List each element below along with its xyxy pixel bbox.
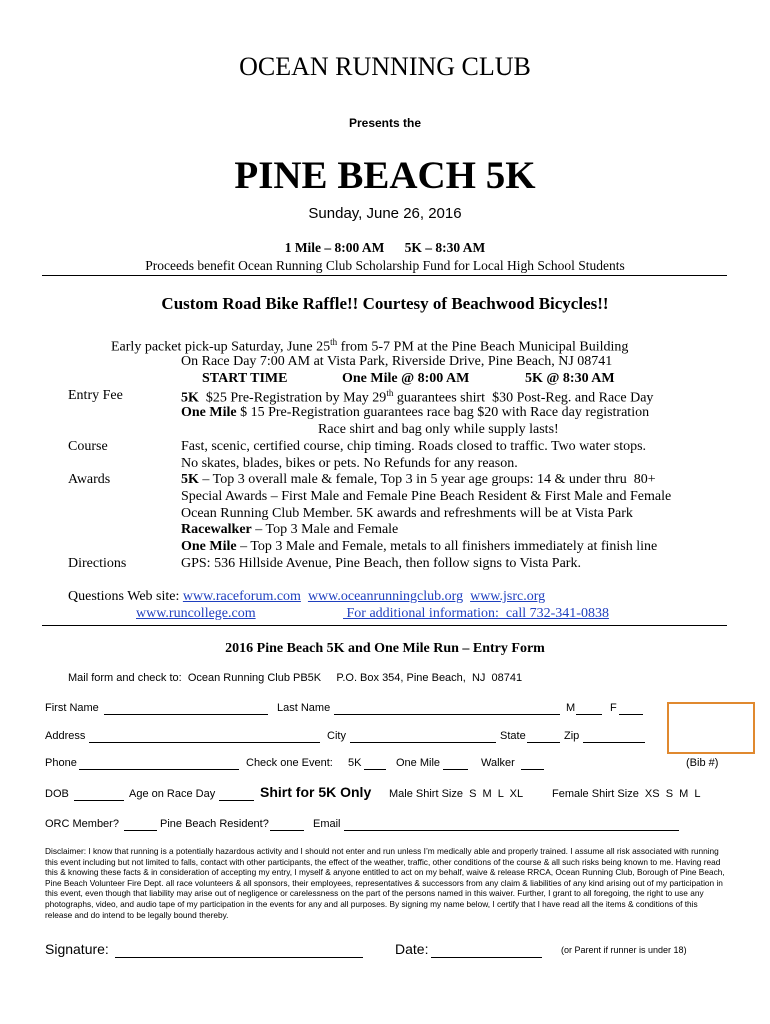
dob-label: DOB <box>45 788 69 800</box>
dob-field[interactable] <box>74 800 124 801</box>
course-label: Course <box>68 439 108 454</box>
link-runcollege[interactable]: www.runcollege.com <box>136 606 256 621</box>
start-time-5k: 5K @ 8:30 AM <box>525 371 615 386</box>
start-time-mile: One Mile @ 8:00 AM <box>342 371 470 386</box>
proceeds-text: Proceeds benefit Ocean Running Club Scholarship Fund for Local High School Students <box>145 258 625 273</box>
entry-fee-label: Entry Fee <box>68 388 123 403</box>
phone-label: Phone <box>45 757 77 769</box>
entry-form-title: 2016 Pine Beach 5K and One Mile Run – Entry Form <box>225 641 545 656</box>
zip-label: Zip <box>564 730 580 742</box>
disclaimer-line: Pine Beach Volunteer Fire Dept. all race volunteers & all sponsors, their employees, representatives & successors from any claim & liabilities of any kind arising out of my participation in <box>45 877 723 888</box>
event-mile-field[interactable] <box>443 769 468 770</box>
city-field[interactable] <box>350 742 496 743</box>
event-walker-field[interactable] <box>521 769 544 770</box>
entry-fee-note: Race shirt and bag only while supply lasts! <box>318 422 559 437</box>
first-name-field[interactable] <box>104 714 268 715</box>
disclaimer-line: this event, even though that liability may arise out of negligence or carelessness on the part of the persons named in this waiver. Further, I grant to all foregoing, the right to use any <box>45 888 704 899</box>
last-name-field[interactable] <box>334 714 560 715</box>
awards-5k: 5K – Top 3 overall male & female, Top 3 in 5 year age groups: 14 & under thru 80+ <box>181 472 656 487</box>
signature-label: Signature: <box>45 941 109 957</box>
link-additional-info[interactable]: For additional information: call 732-341-0838 <box>343 606 609 621</box>
disclaimer <box>45 846 725 920</box>
state-label: State <box>500 730 526 742</box>
awards-mile: One Mile – Top 3 Male and Female, metals to all finishers immediately at finish line <box>181 539 658 554</box>
disclaimer-line: this & knowing these facts & in consideration of accepting my entry, I myself & anyone entitled to act on my behalf, waive & release RRCA, Ocean Running Club, Borough of Pine Beach, <box>45 867 725 878</box>
phone-field[interactable] <box>79 769 239 770</box>
orc-member-label: ORC Member? <box>45 818 119 830</box>
male-shirt-size[interactable]: Male Shirt Size S M L XL <box>389 788 524 800</box>
event-5k-label: 5K <box>348 757 362 769</box>
awards-racewalker: Racewalker – Top 3 Male and Female <box>181 522 399 537</box>
zip-field[interactable] <box>583 742 645 743</box>
disclaimer-line: Disclaimer: I know that running is a potentially hazardous activity and I should not enter and run unless I’m medically able and properly trained. I assume all risk associated with running <box>45 846 719 856</box>
event-title: PINE BEACH 5K <box>234 154 536 197</box>
awards-orc: Ocean Running Club Member. 5K awards and refreshments will be at Vista Park <box>181 506 633 521</box>
male-label: M <box>566 702 576 714</box>
bib-number-box[interactable] <box>667 702 755 754</box>
course-line1: Fast, scenic, certified course, chip timing. Roads closed to traffic. Two water stops. <box>181 439 647 454</box>
questions-line: Questions Web site: www.raceforum.com www.oceanrunningclub.org www.jsrc.org <box>68 589 546 604</box>
first-name-label: First Name <box>45 702 99 714</box>
packet-pickup-line1: Early packet pick-up Saturday, June 25th from 5-7 PM at the Pine Beach Municipal Building <box>111 337 629 355</box>
age-label: Age on Race Day <box>129 788 216 800</box>
mail-to-text: Mail form and check to: Ocean Running Club PB5K P.O. Box 354, Pine Beach, NJ 08741 <box>68 672 523 684</box>
male-field[interactable] <box>576 714 602 715</box>
event-date: Sunday, June 26, 2016 <box>308 205 462 222</box>
link-raceforum[interactable]: www.raceforum.com <box>182 589 301 604</box>
bib-label: (Bib #) <box>686 757 719 769</box>
female-field[interactable] <box>619 714 643 715</box>
presents-text: Presents the <box>348 116 422 130</box>
date-label: Date: <box>395 941 429 957</box>
start-time-label: START TIME <box>202 371 288 386</box>
packet-pickup-line2: On Race Day 7:00 AM at Vista Park, Riverside Drive, Pine Beach, NJ 08741 <box>181 354 613 369</box>
event-mile-label: One Mile <box>396 757 441 769</box>
address-field[interactable] <box>89 742 320 743</box>
signature-field[interactable] <box>115 957 363 958</box>
disclaimer-line: this event including but not limited to falls, contact with other participants, the effect of the weather, traffic, other conditions of the course & all such risks being known to me. Having read <box>45 856 721 867</box>
club-name: OCEAN RUNNING CLUB <box>239 52 531 81</box>
resident-label: Pine Beach Resident? <box>160 818 269 830</box>
date-field[interactable] <box>431 957 542 958</box>
entry-fee-mile: One Mile $ 15 Pre-Registration guarantees race bag $20 with Race day registration <box>181 405 650 420</box>
shirt-5k-label: Shirt for 5K Only <box>260 784 372 800</box>
email-field[interactable] <box>344 830 679 831</box>
awards-label: Awards <box>68 472 111 487</box>
state-field[interactable] <box>527 742 560 743</box>
female-label: F <box>610 702 617 714</box>
email-label: Email <box>313 818 341 830</box>
raffle-text: Custom Road Bike Raffle!! Courtesy of Beachwood Bicycles!! <box>161 294 609 313</box>
course-line2: No skates, blades, bikes or pets. No Refunds for any reason. <box>181 456 518 471</box>
address-label: Address <box>45 730 86 742</box>
link-jsrc[interactable]: www.jsrc.org <box>470 589 546 604</box>
last-name-label: Last Name <box>277 702 331 714</box>
disclaimer-line: release and do intend to be legally bound thereby. <box>45 909 229 920</box>
event-walker-label: Walker <box>481 757 515 769</box>
section-divider <box>42 625 727 626</box>
event-5k-field[interactable] <box>364 769 386 770</box>
directions-label: Directions <box>68 556 127 571</box>
directions-text: GPS: 536 Hillside Avenue, Pine Beach, then follow signs to Vista Park. <box>181 556 581 571</box>
header-divider <box>42 275 727 276</box>
orc-member-field[interactable] <box>124 830 157 831</box>
disclaimer-line: photographs, video, and audio tape of my participation in the events for any and all purposes. By signing my name below, I certify that I have read all the items & conditions of this <box>45 898 698 909</box>
event-times: 1 Mile – 8:00 AM 5K – 8:30 AM <box>284 240 486 255</box>
awards-special: Special Awards – First Male and Female Pine Beach Resident & First Male and Female <box>181 489 672 504</box>
resident-field[interactable] <box>270 830 304 831</box>
age-field[interactable] <box>219 800 254 801</box>
check-one-label: Check one Event: <box>246 757 333 769</box>
link-oceanrunningclub[interactable]: www.oceanrunningclub.org <box>307 589 464 604</box>
city-label: City <box>327 730 346 742</box>
entry-fee-5k: 5K $25 Pre-Registration by May 29th guarantees shirt $30 Post-Reg. and Race Day <box>181 388 654 406</box>
female-shirt-size[interactable]: Female Shirt Size XS S M L <box>552 788 701 800</box>
parent-note: (or Parent if runner is under 18) <box>561 945 687 955</box>
